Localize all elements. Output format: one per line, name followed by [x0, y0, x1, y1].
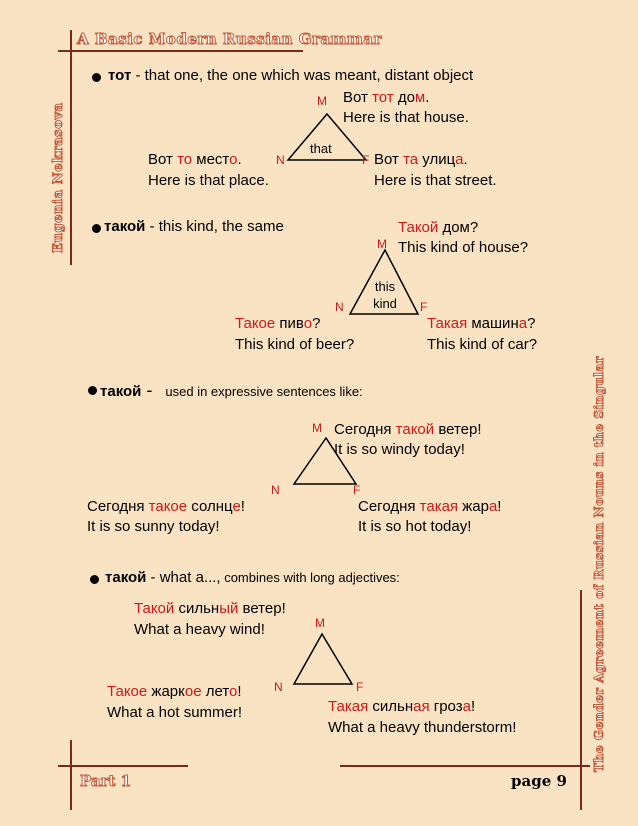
example-f-english: It is so hot today!	[358, 518, 472, 535]
part-label: Part 1	[80, 772, 132, 790]
section-heading	[105, 569, 400, 586]
word-segment: машин	[467, 315, 519, 332]
vertex-m: M	[312, 421, 322, 435]
highlighted-ending: о	[229, 151, 238, 168]
highlighted-ending: а	[462, 698, 471, 715]
highlighted-ending: о	[229, 683, 238, 700]
keyword-description: - this kind, the same	[145, 218, 284, 235]
highlighted-ending: такой	[395, 421, 435, 438]
word-segment: Сегодня	[87, 498, 149, 515]
section-heading	[100, 380, 363, 401]
triangle-center-line-1: this	[374, 279, 396, 294]
vertex-f: F	[356, 680, 364, 694]
highlighted-ending: е	[232, 498, 241, 515]
word-segment: ветер	[434, 421, 478, 438]
highlighted-ending: Такая	[328, 698, 369, 715]
word-segment: Сегодня	[358, 498, 420, 515]
vertex-f: F	[353, 483, 361, 497]
example-n-russian	[235, 314, 320, 334]
example-f-russian	[328, 697, 475, 717]
word-segment: .	[425, 89, 430, 106]
word-segment: ?	[469, 219, 479, 236]
gender-triangle	[290, 632, 360, 686]
word-segment: !	[477, 421, 482, 438]
highlighted-ending: м	[414, 89, 426, 106]
keyword-description-extra: combines with long adjectives:	[220, 570, 400, 585]
vertex-n: N	[271, 483, 280, 497]
example-m-english: It is so windy today!	[334, 441, 465, 458]
highlighted-ending: Такая	[427, 315, 468, 332]
word-segment: сильн	[368, 698, 414, 715]
example-m-english: What a heavy wind!	[134, 621, 265, 638]
frame-top-left-horizontal	[58, 50, 303, 52]
highlighted-ending: а	[518, 315, 528, 332]
example-m-russian	[334, 420, 482, 440]
example-f-russian	[427, 314, 535, 334]
highlighted-ending: та	[403, 151, 419, 168]
highlighted-ending: Такое	[107, 683, 148, 700]
highlighted-ending: Такой	[398, 219, 439, 236]
highlighted-ending: а	[488, 498, 498, 515]
example-f-english: What a heavy thunderstorm!	[328, 719, 517, 736]
example-n-english: What a hot summer!	[107, 704, 243, 721]
triangle-center-label	[366, 278, 404, 312]
vertex-m: M	[315, 616, 325, 630]
frame-bottom-right-horizontal	[340, 765, 590, 767]
example-n-russian	[87, 497, 245, 517]
highlighted-ending: Такой	[134, 600, 175, 617]
section-heading	[104, 218, 284, 235]
keyword: такой	[104, 218, 146, 235]
highlighted-ending: ое	[184, 683, 202, 700]
highlighted-ending: такая	[419, 498, 459, 515]
word-segment: ветер	[238, 600, 282, 617]
frame-top-left-vertical	[70, 30, 72, 265]
highlighted-ending: ый	[219, 600, 239, 617]
highlighted-ending: о	[303, 315, 313, 332]
highlighted-ending: а	[455, 151, 464, 168]
word-segment: ?	[312, 315, 321, 332]
highlighted-ending: ая	[413, 698, 430, 715]
vertex-m: M	[317, 94, 327, 108]
keyword-dash: -	[141, 380, 158, 400]
chapter-topic: The Gender Agreement of Russian Nouns in the Singular	[592, 356, 606, 772]
keyword-description: - what a...,	[146, 569, 221, 586]
frame-bottom-left-vertical	[70, 740, 72, 810]
example-f-russian	[374, 150, 468, 170]
word-segment: солнц	[187, 498, 233, 515]
word-segment: .	[463, 151, 468, 168]
vertex-m: M	[377, 237, 387, 251]
keyword: такой	[105, 569, 147, 586]
example-f-english: Here is that street.	[374, 172, 497, 189]
word-segment: улиц	[418, 151, 456, 168]
example-n-english: This kind of beer?	[235, 336, 355, 353]
vertex-f: F	[420, 300, 428, 314]
example-f-russian	[358, 497, 501, 517]
word-segment: жар	[458, 498, 489, 515]
example-f-english: This kind of car?	[427, 336, 538, 353]
highlighted-ending: тот	[372, 89, 394, 106]
word-segment: пив	[275, 315, 304, 332]
keyword-description: - that one, the one which was meant, distant object	[131, 67, 474, 84]
keyword: такой	[100, 383, 142, 400]
example-m-english: Here is that house.	[343, 109, 469, 126]
book-title: A Basic Modern Russian Grammar	[77, 30, 383, 48]
bullet	[90, 575, 99, 584]
example-m-russian	[134, 599, 286, 619]
vertex-n: N	[276, 153, 285, 167]
example-n-english: It is so sunny today!	[87, 518, 220, 535]
frame-bottom-left-horizontal	[58, 765, 188, 767]
triangle-center-label: that	[310, 141, 332, 156]
word-segment: ?	[527, 315, 536, 332]
highlighted-ending: Такое	[235, 315, 276, 332]
bullet	[92, 73, 101, 82]
example-m-english: This kind of house?	[398, 239, 529, 256]
word-segment: !	[470, 698, 476, 715]
section-heading	[108, 67, 473, 84]
bullet	[88, 386, 97, 395]
word-segment: Вот	[343, 89, 373, 106]
word-segment: .	[237, 151, 242, 168]
word-segment: жарк	[147, 683, 185, 700]
keyword: тот	[108, 67, 132, 84]
example-m-russian	[343, 88, 429, 108]
word-segment: Вот	[374, 151, 404, 168]
word-segment: до	[393, 89, 415, 106]
word-segment: сильн	[174, 600, 220, 617]
word-segment: гроз	[429, 698, 463, 715]
word-segment: дом	[438, 219, 470, 236]
page-number: page 9	[511, 772, 567, 790]
example-n-russian	[107, 682, 242, 702]
bullet	[92, 224, 101, 233]
example-n-russian	[148, 150, 242, 170]
triangle-center-line-2: kind	[373, 296, 397, 311]
highlighted-ending: такое	[148, 498, 188, 515]
word-segment: мест	[192, 151, 230, 168]
example-m-russian	[398, 218, 478, 238]
word-segment: Вот	[148, 151, 178, 168]
word-segment: лет	[201, 683, 230, 700]
word-segment: !	[281, 600, 286, 617]
vertex-n: N	[335, 300, 344, 314]
word-segment: !	[237, 683, 242, 700]
author-name: Eugenia Nekrasova	[51, 102, 66, 253]
vertex-f: F	[362, 153, 370, 167]
frame-bottom-right-vertical	[580, 590, 582, 810]
word-segment: !	[240, 498, 245, 515]
example-n-english: Here is that place.	[148, 172, 269, 189]
highlighted-ending: то	[177, 151, 193, 168]
vertex-n: N	[274, 680, 283, 694]
keyword-description: used in expressive sentences like:	[165, 384, 363, 399]
word-segment: !	[497, 498, 502, 515]
word-segment: Сегодня	[334, 421, 396, 438]
